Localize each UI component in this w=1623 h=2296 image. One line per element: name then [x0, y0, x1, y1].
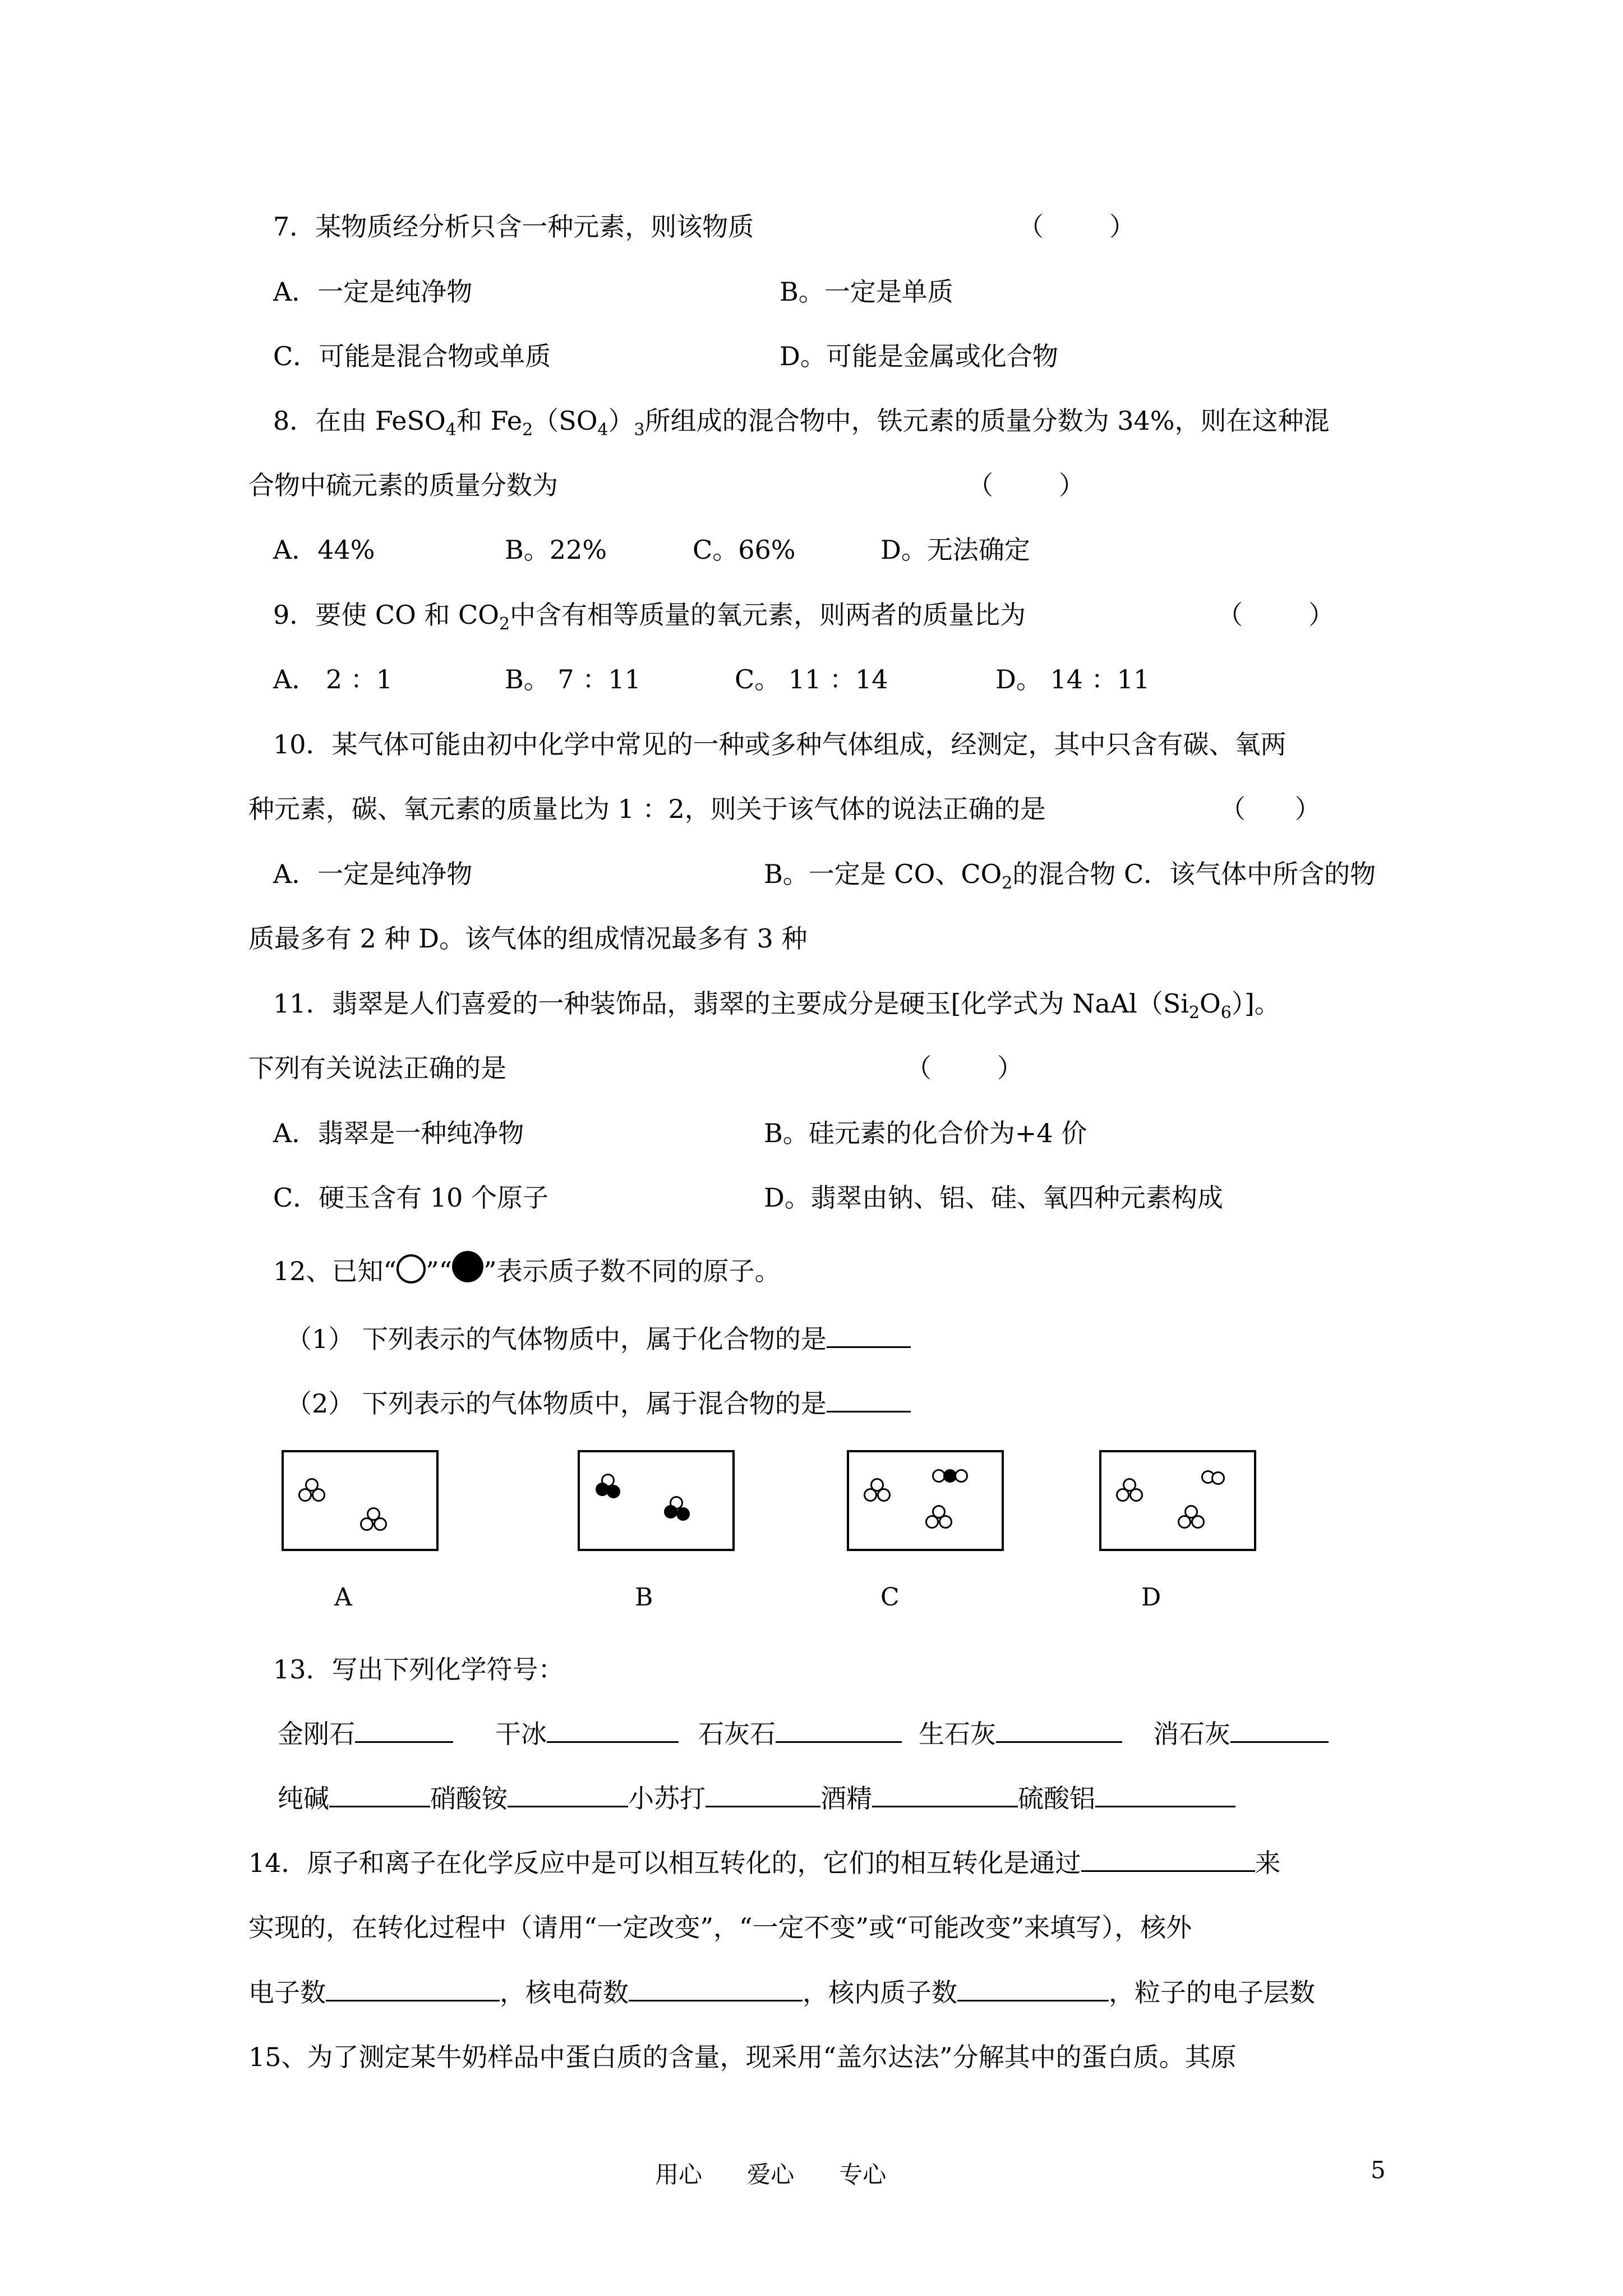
q13-row2: 纯碱 硝酸铵 小苏打 酒精 硫酸铝 — [278, 1781, 1235, 1815]
atom-black — [607, 1485, 620, 1498]
q15-line1: 15、为了测定某牛奶样品中蛋白质的含量，现采用“盖尔达法”分解其中的蛋白质。其原 — [248, 2042, 1237, 2072]
page-number: 5 — [1371, 2156, 1386, 2184]
q13-blank[interactable] — [1230, 1717, 1329, 1743]
diagram-box-a — [282, 1450, 439, 1551]
diagram-label-d: D — [1141, 1583, 1161, 1612]
q13-blank[interactable] — [1095, 1781, 1235, 1807]
q14-line2: 实现的，在转化过程中（请用“一定改变”，“一定不变”或“可能改变”来填写），核外 — [248, 1912, 1192, 1943]
diagram-label-a: A — [334, 1583, 352, 1612]
q11-answer-paren: （ ） — [906, 1053, 1023, 1083]
q13-blank[interactable] — [329, 1781, 430, 1807]
q10-option-line: 质最多有 2 种 D。该气体的组成情况最多有 3 种 — [248, 923, 808, 954]
atom-black — [664, 1505, 677, 1519]
q12-stem: 12、已知“ ”“ ”表示质子数不同的原子。 — [273, 1251, 781, 1288]
q10-option-b: B。一定是 CO、$CO_2$的混合物 C．该气体中所含的物 — [764, 859, 1376, 893]
diagram-box-c — [847, 1450, 1004, 1551]
q12-part2-blank[interactable] — [827, 1386, 911, 1412]
q9-option-a: A． 2 ：1 — [273, 664, 393, 694]
q14-blank[interactable] — [1081, 1846, 1255, 1872]
q14-line1: 14．原子和离子在化学反应中是可以相互转化的，它们的相互转化是通过 来 — [248, 1846, 1281, 1880]
q10-stem-line2: 种元素，碳、氧元素的质量比为 1 ：2，则关于该气体的说法正确的是 — [248, 794, 1046, 824]
atom-white — [298, 1488, 312, 1502]
q8-option-d: D。无法确定 — [880, 535, 1030, 565]
q9-stem: 9．要使 CO 和 $CO_2$中含有相等质量的氧元素，则两者的质量比为 — [273, 600, 1026, 634]
q11-stem-line1: 11．翡翠是人们喜爱的一种装饰品，翡翠的主要成分是硬玉[化学式为 $NaAl(Si_2O_6)$]。 — [273, 988, 1280, 1023]
atom-black — [676, 1507, 690, 1521]
diagram-box-d — [1099, 1450, 1256, 1551]
q13-blank[interactable] — [547, 1717, 679, 1743]
q11-option-d: D。翡翠由钠、铝、硅、氧四种元素构成 — [764, 1182, 1223, 1213]
q14-line3: 电子数 ，核电荷数 ，核内质子数 ，粒子的电子层数 — [248, 1975, 1315, 2009]
q13-blank[interactable] — [872, 1781, 1018, 1807]
black-atom-icon — [452, 1251, 483, 1282]
q9-answer-paren: （ ） — [1217, 600, 1334, 630]
q13-row1: 金刚石 干冰 石灰石 生石灰 消石灰 — [278, 1717, 1329, 1751]
atom-white — [939, 1515, 952, 1529]
atom-white — [1178, 1515, 1191, 1529]
atom-white — [877, 1488, 891, 1502]
atom-white — [955, 1469, 968, 1483]
atom-white — [1116, 1488, 1129, 1502]
q13-blank[interactable] — [355, 1717, 453, 1743]
atom-white — [374, 1517, 387, 1531]
atom-white — [864, 1488, 877, 1502]
atom-white — [1129, 1488, 1143, 1502]
q10-option-a: A．一定是纯净物 — [273, 859, 473, 889]
q9-option-d: D。 14 ：11 — [995, 664, 1150, 694]
q14-blank[interactable] — [326, 1975, 500, 2001]
diagram-label-c: C — [880, 1583, 900, 1612]
q8-stem-line1: 8．在由 FeSO$_4$和 $Fe_2(SO_4)_3$所组成的混合物中，铁元素的质量分数为 34%，则在这种混 — [273, 406, 1330, 440]
diagram-box-b — [578, 1450, 735, 1551]
footer-motto: 用心 爱心 专心 — [655, 2161, 887, 2188]
q14-blank[interactable] — [629, 1975, 803, 2001]
q13-stem: 13．写出下列化学符号： — [273, 1654, 564, 1685]
q13-blank[interactable] — [996, 1717, 1122, 1743]
q13-blank[interactable] — [508, 1781, 628, 1807]
q7-answer-paren: （ ） — [1018, 211, 1135, 242]
q13-blank[interactable] — [706, 1781, 820, 1807]
q12-part1: （1） 下列表示的气体物质中，属于化合物的是 — [286, 1322, 911, 1356]
q12-part1-blank[interactable] — [827, 1322, 911, 1348]
q9-option-c: C。 11 ：14 — [735, 664, 888, 694]
q11-option-c: C．硬玉含有 10 个原子 — [273, 1182, 548, 1213]
q7-stem: 7．某物质经分析只含一种元素，则该物质 — [273, 211, 754, 242]
q11-stem-line2: 下列有关说法正确的是 — [248, 1053, 506, 1083]
q8-option-c: C。66% — [693, 535, 796, 565]
atom-white — [312, 1488, 325, 1502]
atom-white — [360, 1517, 374, 1531]
q10-stem-line1: 10．某气体可能由初中化学中常见的一种或多种气体组成，经测定，其中只含有碳、氧两 — [273, 729, 1287, 760]
q7-option-a: A．一定是纯净物 — [273, 277, 473, 307]
atom-white — [1191, 1515, 1205, 1529]
q8-stem-line2: 合物中硫元素的质量分数为 — [248, 470, 558, 500]
diagram-label-b: B — [635, 1583, 653, 1612]
q8-option-a: A．44% — [273, 535, 375, 565]
q7-option-c: C．可能是混合物或单质 — [273, 341, 551, 371]
q14-blank[interactable] — [957, 1975, 1109, 2001]
q8-answer-paren: （ ） — [967, 470, 1085, 500]
atom-white — [925, 1515, 939, 1529]
q7-option-b: B。一定是单质 — [780, 277, 953, 307]
q10-answer-paren: （ ） — [1220, 794, 1321, 824]
white-atom-icon — [396, 1254, 426, 1283]
q9-option-b: B。 7 ：11 — [505, 664, 641, 694]
q11-option-a: A．翡翠是一种纯净物 — [273, 1118, 524, 1148]
q8-option-b: B。22% — [505, 535, 607, 565]
q13-blank[interactable] — [776, 1717, 902, 1743]
q12-part2: （2） 下列表示的气体物质中，属于混合物的是 — [286, 1386, 911, 1420]
atom-white — [1211, 1471, 1225, 1485]
q11-option-b: B。硅元素的化合价为+4 价 — [764, 1118, 1087, 1148]
q7-option-d: D。可能是金属或化合物 — [780, 341, 1058, 371]
